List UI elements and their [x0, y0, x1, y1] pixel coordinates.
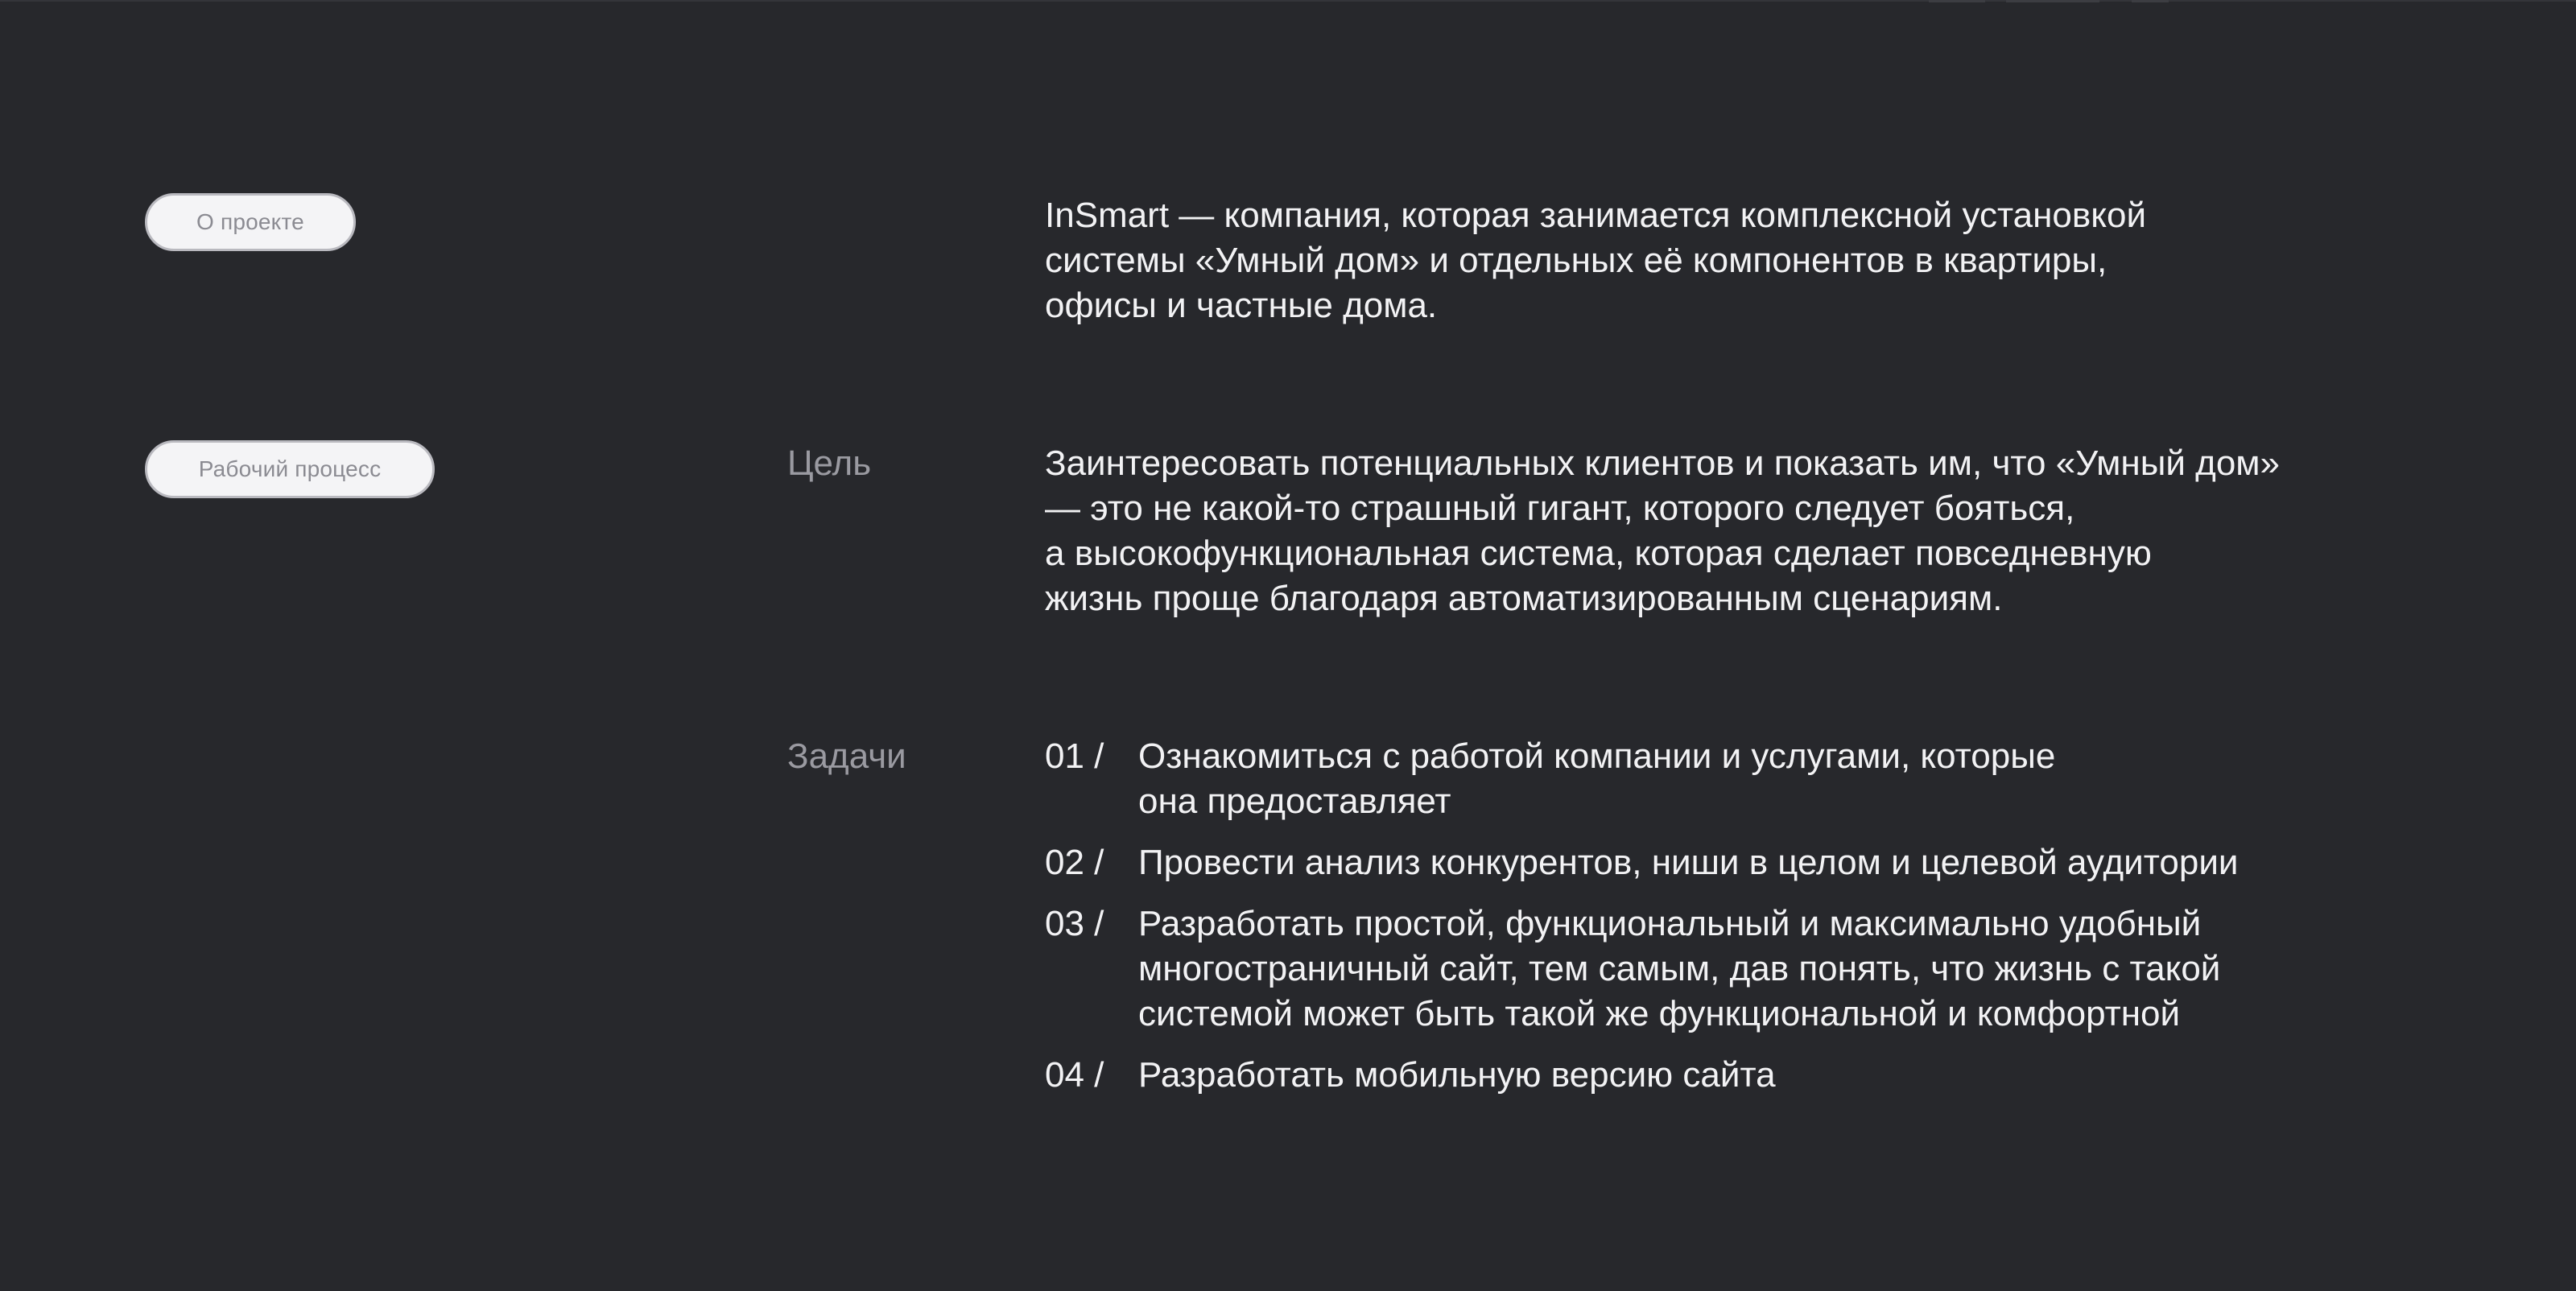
task-text: Разработать мобильную версию сайта	[1138, 1055, 1776, 1095]
task-item	[1045, 840, 2365, 885]
tasks-heading: Задачи	[787, 736, 906, 776]
task-number: 01 /	[1045, 736, 1104, 776]
work-process-tag-label: Рабочий процесс	[198, 456, 382, 481]
goal-description: Заинтересовать потенциальных клиентов и показать им, что «Умный дом» — это не какой-то страшный гигант, которого следует бояться, а высокофункциональная система, которая сделает повседневную жизнь проще благодаря автоматизированным сценариям.	[1045, 443, 2281, 618]
task-list	[1045, 734, 2365, 1114]
task-item	[1045, 1053, 2365, 1098]
task-item	[1045, 734, 2365, 824]
task-text: Провести анализ конкурентов, ниши в целом и целевой аудитории	[1138, 843, 2239, 882]
top-edge-marks	[1929, 0, 2169, 2]
about-description: InSmart — компания, которая занимается комплексной установкой системы «Умный дом» и отдельных её компонентов в квартиры, офисы и частные дома.	[1045, 196, 2147, 325]
about-project-tag[interactable]	[145, 193, 356, 251]
goal-heading: Цель	[787, 443, 872, 483]
work-process-tag[interactable]	[145, 440, 435, 498]
task-number: 02 /	[1045, 843, 1104, 882]
task-number: 03 /	[1045, 904, 1104, 943]
task-item	[1045, 901, 2365, 1037]
task-text: Разработать простой, функциональный и максимально удобный многостраничный сайт, тем самым, дав понять, что жизнь с такой системой может быть такой же функциональной и комфортной	[1138, 904, 2221, 1033]
task-number: 04 /	[1045, 1055, 1104, 1095]
task-text: Ознакомиться с работой компании и услугами, которые она предоставляет	[1138, 736, 2056, 821]
top-divider	[0, 0, 2576, 2]
about-project-tag-label: О проекте	[196, 209, 304, 234]
